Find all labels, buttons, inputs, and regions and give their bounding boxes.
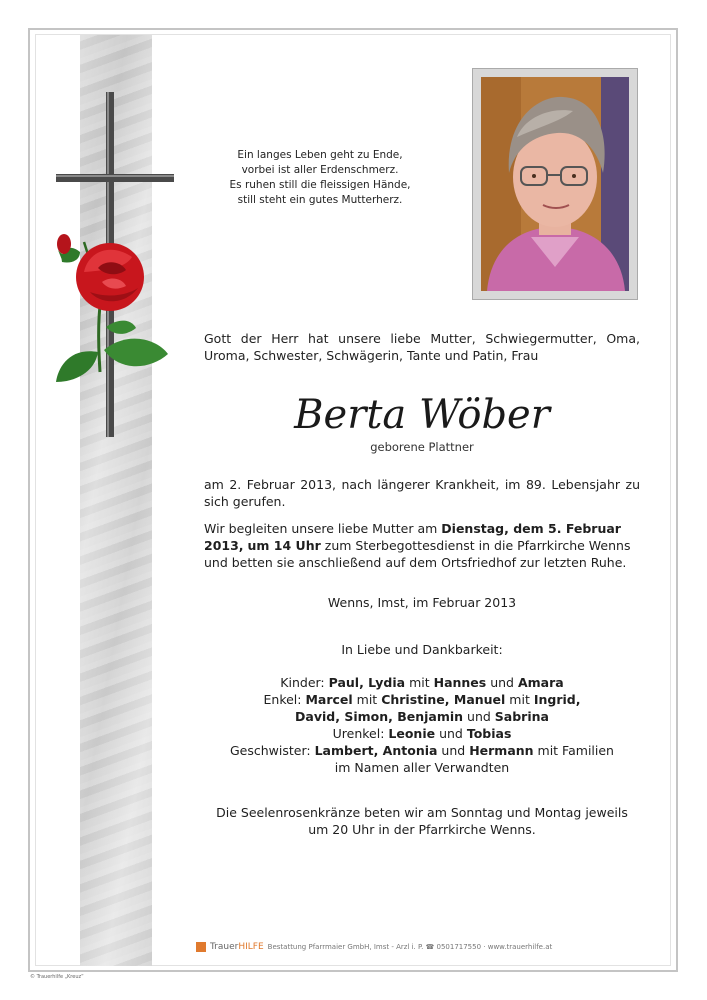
verse-line: Ein langes Leben geht zu Ende, <box>237 149 403 161</box>
intro-text: Gott der Herr hat unsere liebe Mutter, Schwiegermutter, Oma, Uroma, Schwester, Schwägerin, Tante und Patin, Frau <box>204 331 640 363</box>
footer <box>196 942 552 952</box>
maiden-name: geborene Plattner <box>370 440 474 454</box>
family-relatives: im Namen aller Verwandten <box>334 760 510 775</box>
funeral-pre: Wir begleiten unsere liebe Mutter am <box>204 521 442 536</box>
deceased-name: Berta Wöber <box>294 392 550 438</box>
footer-text: Bestattung Pfarrmaier GmbH, Imst - Arzl i. P. ☎ 0501717550 · www.trauerhilfe.at <box>267 943 553 951</box>
family-grandchildren: Enkel: Marcel mit Christine, Manuel mit Ingrid, <box>263 692 581 707</box>
verse-line: still steht ein gutes Mutterherz. <box>237 194 403 206</box>
funeral-notice <box>204 520 640 571</box>
funeral-post: zum Sterbegottesdienst in die Pfarrkirche Wenns und betten sie anschließend auf dem Ortsfriedhof zur letzten Ruhe. <box>204 538 631 570</box>
family-children: Kinder: Paul, Lydia mit Hannes und Amara <box>280 675 564 690</box>
portrait-frame <box>472 68 638 300</box>
rosary-notice: Die Seelenrosenkränze beten wir am Sonntag und Montag jeweils um 20 Uhr in der Pfarrkirche Wenns. <box>216 805 628 837</box>
trauerhilfe-logo-icon <box>196 942 206 952</box>
footer-logo: TrauerHILFE <box>210 942 264 952</box>
funeral-date: Dienstag, dem 5. Februar 2013, <box>204 521 621 553</box>
death-notice: am 2. Februar 2013, nach längerer Krankheit, im 89. Lebensjahr zu sich gerufen. <box>204 477 640 509</box>
funeral-time: um 14 Uhr <box>247 538 321 553</box>
verse-line: vorbei ist aller Erdenschmerz. <box>241 164 399 176</box>
place-date: Wenns, Imst, im Februar 2013 <box>327 595 517 610</box>
family-siblings: Geschwister: Lambert, Antonia und Hermann mit Familien <box>230 743 614 758</box>
thanks-heading: In Liebe und Dankbarkeit: <box>341 642 503 657</box>
copyright-note: © Trauerhilfe „Kreuz“ <box>30 974 84 980</box>
verse-line: Es ruhen still die fleissigen Hände, <box>229 179 411 191</box>
memorial-verse <box>220 148 420 208</box>
portrait-photo <box>481 77 629 291</box>
family-grandchildren-cont: David, Simon, Benjamin und Sabrina <box>295 709 549 724</box>
family-great-grandchildren: Urenkel: Leonie und Tobias <box>332 726 512 741</box>
cross-with-rose-icon <box>40 92 190 442</box>
family-list <box>204 674 640 776</box>
